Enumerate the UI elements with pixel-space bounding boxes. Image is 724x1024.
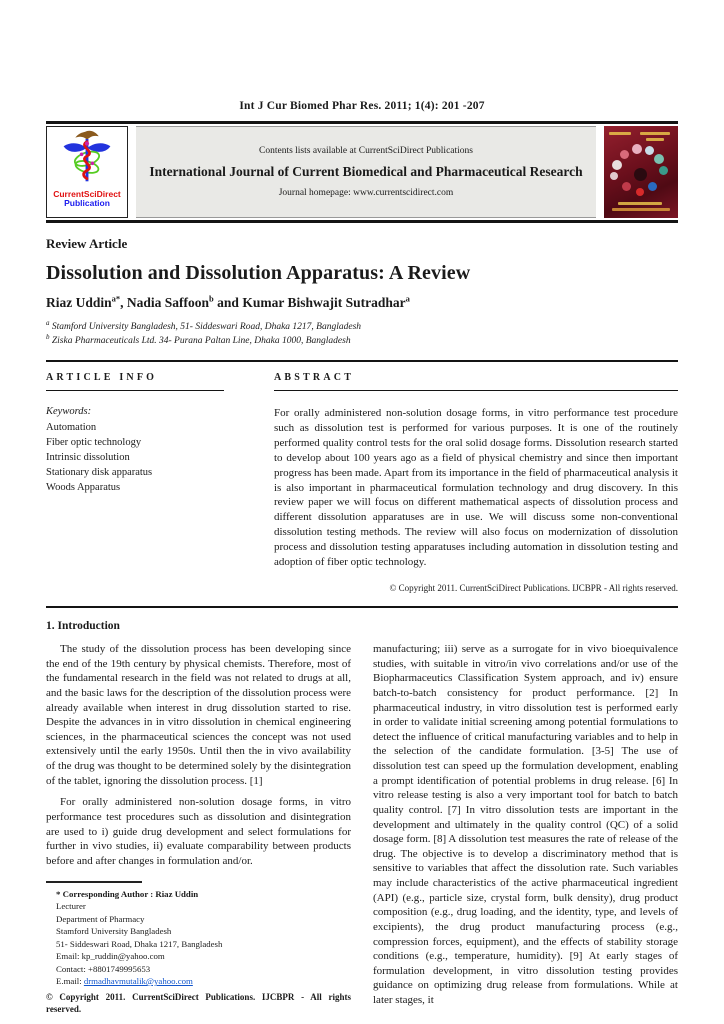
- author-name: Riaz Uddin: [46, 295, 112, 310]
- cover-collage-dot: [634, 168, 647, 181]
- section-heading-introduction: 1. Introduction: [46, 620, 120, 633]
- footnote-email-line: [56, 975, 351, 987]
- footnote-body: [46, 888, 351, 988]
- affiliation-line: [46, 334, 678, 348]
- intro-paragraph-1: The study of the dissolution process has been developing since the end of the 19th century by physical chemists. Therefore, most of the fundamental research in the field was not related to drugs at all, and the basic laws for the description of the dissolution process were already available when interest in drug dissolution started to rise. Despite the advances in in vitro dissolution in chemical engineering sciences, in the pharmaceutical sciences the concept was not used extensively until the early 1950s. Until then the in vivo availability of the drug was thought to be determined solely by the disintegration of the tablet, ignoring the dissolution process. [1]: [46, 643, 351, 787]
- article-info-heading: ARTICLE INFO: [46, 371, 158, 383]
- footnote-line: Email: kp_ruddin@yahoo.com: [56, 951, 165, 962]
- cover-text-bar: [609, 132, 631, 135]
- journal-cover-thumbnail: [604, 126, 678, 218]
- cover-collage-dot: [659, 166, 668, 175]
- abstract-heading-rule: [274, 390, 678, 392]
- keywords-list: [46, 404, 242, 495]
- author-separator: ,: [120, 295, 127, 310]
- info-abstract-block: [46, 362, 678, 593]
- cover-text-bar: [612, 208, 670, 211]
- banner-contents-line: Contents lists available at CurrentSciDirect Publications: [259, 145, 473, 156]
- footnote-line: Stamford University Bangladesh: [56, 926, 172, 937]
- footer-copyright: © Copyright 2011. CurrentSciDirect Publications. IJCBPR - All rights reserved.: [46, 991, 351, 1015]
- affiliations: [46, 320, 678, 349]
- abstract-copyright: © Copyright 2011. CurrentSciDirect Publications. IJCBPR - All rights reserved.: [389, 582, 678, 593]
- keyword-item: Fiber optic technology: [46, 436, 142, 448]
- author-separator: and: [213, 295, 243, 310]
- cover-collage-dot: [636, 188, 644, 196]
- cover-collage-dot: [648, 182, 657, 191]
- cover-text-bar: [640, 132, 670, 135]
- affiliation-mark: b: [46, 333, 50, 342]
- intro-paragraph-2: For orally administered non-solution dosage forms, in vitro performance test procedures such as dissolution and disintegration are used to i) guide drug development and select formulations for further in vivo studies, ii) evaluate comparability between products before and after changes in formulation and/or.: [46, 796, 351, 867]
- caduceus-logo-icon: [60, 129, 114, 190]
- corresponding-author-footnote: [46, 881, 351, 1016]
- cover-collage-dot: [612, 160, 622, 170]
- footnote-line: Lecturer: [56, 901, 86, 912]
- cover-collage-dot: [632, 144, 642, 154]
- footnote-rule: [46, 881, 142, 882]
- footnote-line: Contact: +8801749995653: [56, 963, 151, 974]
- journal-banner: [136, 126, 596, 218]
- keywords-label: Keywords:: [46, 406, 92, 418]
- article-title: Dissolution and Dissolution Apparatus: A Review: [46, 262, 471, 284]
- masthead: [46, 126, 678, 218]
- keyword-item: Stationary disk apparatus: [46, 467, 153, 479]
- cover-collage-dot: [620, 150, 629, 159]
- cover-text-bar: [646, 138, 664, 141]
- article-info-column: [46, 372, 242, 593]
- masthead-divider: [46, 220, 678, 224]
- top-divider: [46, 121, 678, 124]
- author-name: Nadia Saffoon: [126, 295, 210, 310]
- corresponding-email-link[interactable]: drmadhavmutalik@yahoo.com: [83, 976, 193, 987]
- author-name: Kumar Bishwajit Sutradhar: [242, 295, 406, 310]
- author-affil-mark: a*: [111, 293, 121, 304]
- author-affil-mark: a: [405, 293, 410, 304]
- body-text-columns: [46, 642, 678, 1016]
- cover-collage-dot: [610, 172, 618, 180]
- affiliation-text: Ziska Pharmaceuticals Ltd. 34- Purana Paltan Line, Dhaka 1000, Bangladesh: [49, 336, 351, 347]
- corresponding-author-line: * Corresponding Author : Riaz Uddin: [56, 888, 199, 899]
- affiliation-line: [46, 320, 678, 334]
- abstract-heading: ABSTRACT: [274, 371, 355, 383]
- cover-collage-dot: [645, 146, 654, 155]
- footnote-line: 51- Siddeswari Road, Dhaka 1217, Bangladesh: [56, 938, 223, 949]
- logo-text-name: CurrentSciDirect: [53, 188, 121, 199]
- article-type-label: Review Article: [46, 236, 128, 251]
- journal-homepage: Journal homepage: www.currentscidirect.com: [278, 187, 454, 198]
- keyword-item: Intrinsic dissolution: [46, 451, 130, 463]
- email-label: E.mail:: [56, 976, 84, 987]
- abstract-divider: [46, 606, 678, 609]
- author-line: [46, 295, 678, 311]
- article-info-heading-rule: [46, 390, 224, 392]
- author-affil-mark: b: [209, 293, 214, 304]
- affiliation-mark: a: [46, 318, 50, 327]
- abstract-column: [274, 372, 678, 593]
- body-left-column: [46, 642, 351, 1016]
- abstract-text: For orally administered non-solution dosage forms, in vitro performance test procedure such as dissolution test is performed for various purposes. It is one of the routinely performed quality control tests for the oral solid dosage forms. Dissolution research started to develop about 100 years ago as a field of physical chemistry and since then important progress has been made. Apart from its importance in the field of pharmaceutical analysis it is also important in pharmaceutical formulation technology and drug discovery. In this review paper we will focus on different mathematical aspects of dissolution process and different dissolution apparatuses are in use. We will discuss some non-conventional dissolution testing methods. The review will also focus on modernization of dissolution process and dissolution testing apparatuses including automation in dissolution testing and adoption of fiber optic technology.: [274, 407, 678, 568]
- cover-text-bar: [618, 202, 662, 205]
- footnote-line: Department of Pharmacy: [56, 913, 145, 924]
- logo-text-type: Publication: [64, 197, 110, 208]
- affiliation-text: Stamford University Bangladesh, 51- Siddeswari Road, Dhaka 1217, Bangladesh: [49, 322, 362, 332]
- keyword-item: Automation: [46, 421, 97, 433]
- cover-collage-dot: [622, 182, 631, 191]
- cover-collage-dot: [654, 154, 664, 164]
- journal-citation: Int J Cur Biomed Phar Res. 2011; 1(4): 201 -207: [239, 100, 485, 112]
- publisher-logo: [46, 126, 128, 218]
- keyword-item: Woods Apparatus: [46, 482, 121, 494]
- intro-paragraph-3: manufacturing; iii) serve as a surrogate for in vivo bioequivalence studies, with suitable in vitro/in vivo correlations and/or use of the Biopharmaceutics Classification System approach, and iv) ensure batch-to-batch consistency for product performance. [2] In pharmaceutical industry, in vitro dissolution test is performed early in order to validate initial screening among potential formulations to detect the influence of critical manufacturing variables and to help in the selection of the candidate formulation. [3-5] The use of dissolution test can speed up the formulation development, enabling a prompt identification of potential problems in drug release. [6] In vitro release testing is also a very important tool for batch to batch quality control. [7] In vitro dissolution tests are important in the development and ultimately in the quality control (QC) of a solid dosage form. [8] A dissolution test measures the rate of release of the drug. The objective is to develop a discriminatory method that is sensitive to variables that affect the dissolution rate. Such variables may include characteristics of the active pharmaceutical ingredient (API) (e.g., particle size, crystal form, bulk density), drug product composition (e.g., drug loading, and the identity, type, and levels of excipients), the drug product manufacturing process (e.g., compression forces, equipment), and the effects of stability storage conditions (e.g., temperature, humidity). [9] At early stages of formulation development, in vitro dissolution testing provides guidance on optimizing drug release from formulations. While at later stages, it: [373, 643, 678, 1007]
- journal-title: International Journal of Current Biomedical and Pharmaceutical Research: [149, 163, 583, 179]
- body-right-column: [373, 642, 678, 1016]
